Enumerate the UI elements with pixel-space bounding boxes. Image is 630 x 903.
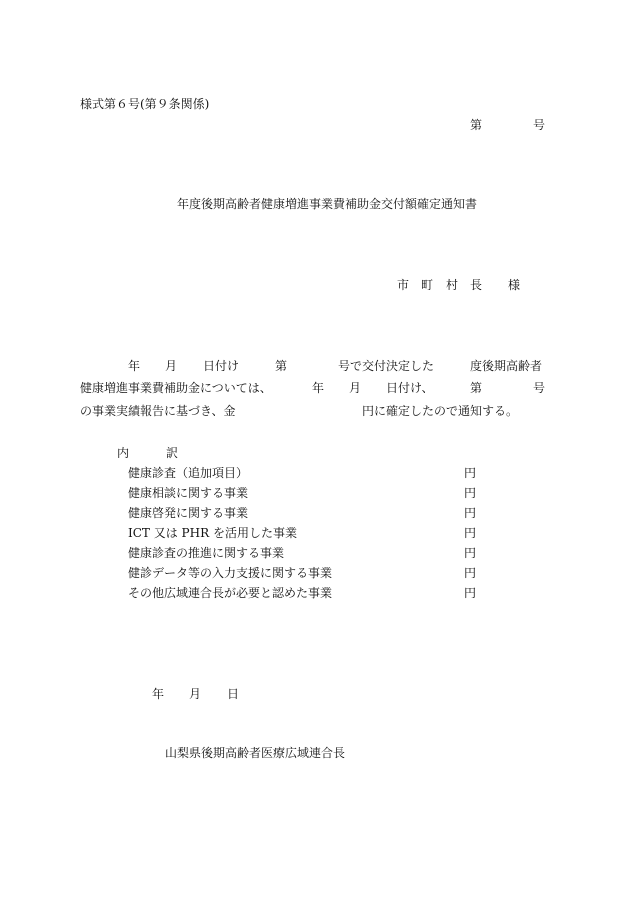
body-l2-nen: 年: [312, 381, 325, 395]
breakdown-unit: 円: [464, 566, 477, 580]
body-l2-tsuki: 月: [349, 381, 362, 395]
breakdown-label-uchi: 内: [117, 446, 130, 460]
breakdown-item: 健康啓発に関する事業: [128, 506, 249, 520]
issuer-name: 山梨県後期高齢者医療広域連合長: [165, 746, 346, 760]
body-l3-tail: 円に確定したので通知する。: [362, 404, 519, 418]
breakdown-unit: 円: [464, 586, 477, 600]
date-tsuki: 月: [189, 687, 202, 701]
breakdown-item: 健診データ等の入力支援に関する事業: [128, 566, 333, 580]
body-l1-tsuki: 月: [165, 359, 178, 373]
addressee-cho: 長: [470, 278, 483, 292]
date-nen: 年: [152, 687, 165, 701]
breakdown-unit: 円: [464, 546, 477, 560]
body-l1-hizuke: 日付け: [203, 359, 240, 373]
body-l2-dai: 第: [470, 381, 483, 395]
breakdown-item: 健康診査の推進に関する事業: [128, 546, 285, 560]
document-title: 年度後期高齢者健康増進事業費補助金交付額確定通知書: [177, 197, 478, 211]
body-l1-dai: 第: [275, 359, 288, 373]
breakdown-unit: 円: [464, 506, 477, 520]
addressee-mura: 村: [446, 278, 459, 292]
breakdown-label-wake: 訳: [166, 446, 179, 460]
breakdown-item: 健康診査（追加項目）: [128, 466, 249, 480]
body-l3-head: の事業実績報告に基づき、金: [80, 404, 236, 418]
breakdown-item: ICT 又は PHR を活用した事業: [128, 526, 297, 540]
addressee-shi: 市: [397, 278, 410, 292]
breakdown-unit: 円: [464, 466, 477, 480]
body-l2-go: 号: [533, 381, 546, 395]
body-l1-go-text: 号で交付決定した: [338, 359, 435, 373]
body-l2-hizuke: 日付け、: [386, 381, 434, 395]
addressee-machi: 町: [421, 278, 434, 292]
body-l2-head: 健康増進事業費補助金については、: [80, 381, 272, 395]
addressee-sama: 様: [508, 278, 521, 292]
form-number-label: 様式第６号(第９条関係): [80, 97, 210, 111]
breakdown-unit: 円: [464, 526, 477, 540]
doc-number-dai: 第: [470, 118, 483, 132]
date-hi: 日: [227, 687, 240, 701]
breakdown-item: 健康相談に関する事業: [128, 486, 249, 500]
body-l1-tail: 度後期高齢者: [470, 359, 543, 373]
body-l1-nen: 年: [128, 359, 141, 373]
breakdown-unit: 円: [464, 486, 477, 500]
breakdown-item: その他広域連合長が必要と認めた事業: [128, 586, 333, 600]
doc-number-go: 号: [533, 118, 546, 132]
